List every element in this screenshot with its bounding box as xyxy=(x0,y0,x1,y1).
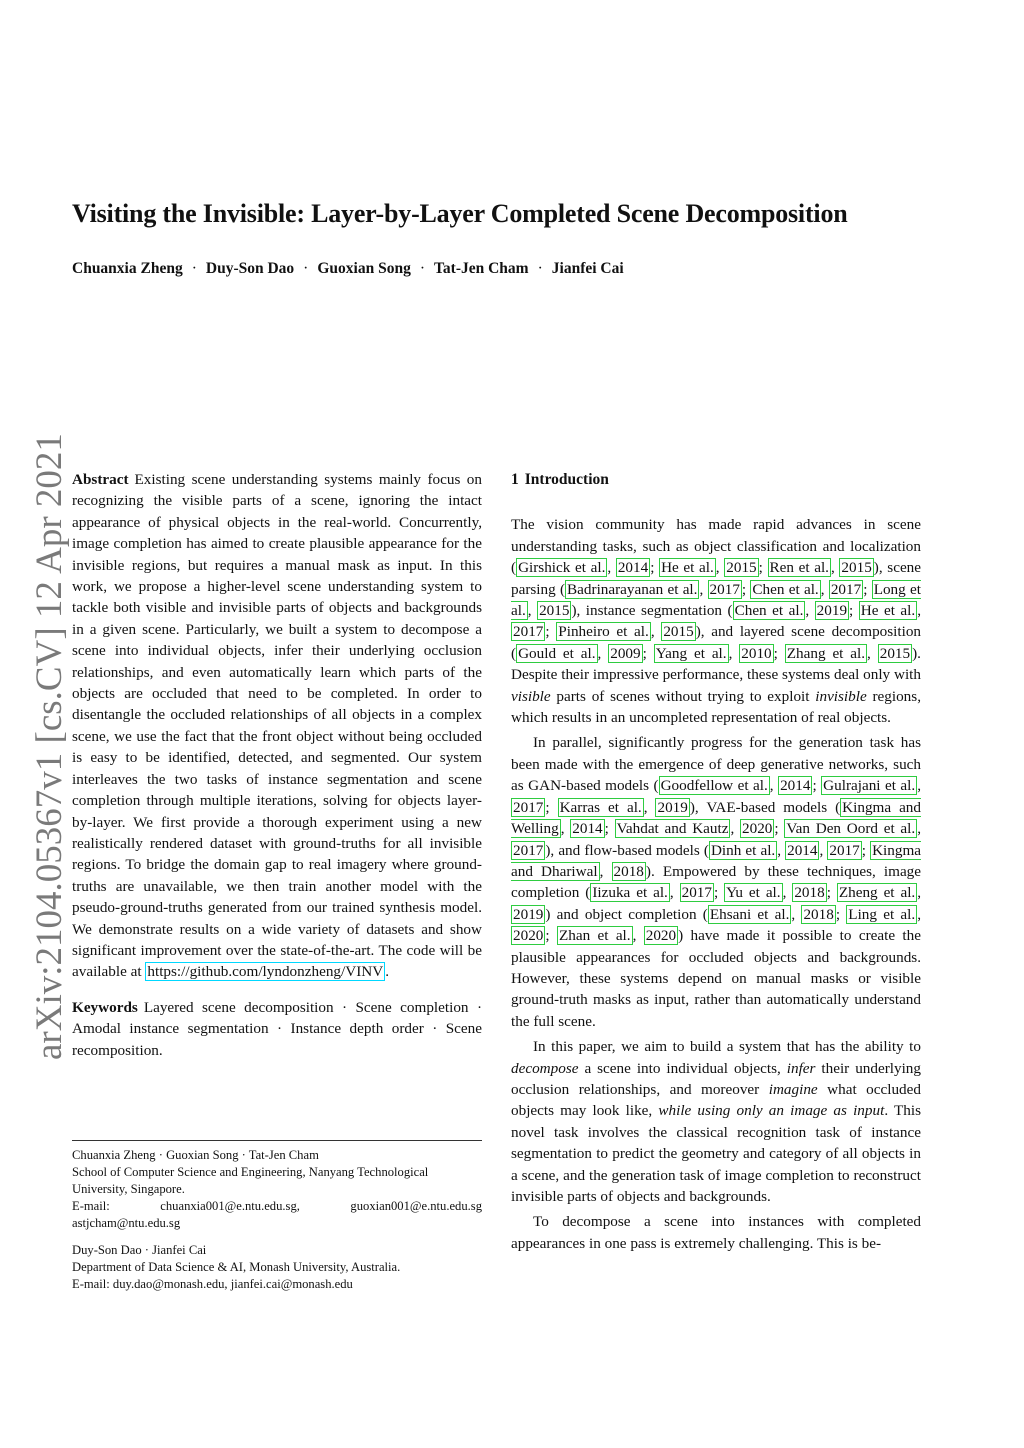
keywords-text: Layered scene decomposition · Scene completion · Amodal instance segmentation · Instance depth order · Scene recomposition. xyxy=(72,998,482,1059)
citation-link[interactable]: 2014 xyxy=(787,841,818,859)
affiliation-group-monash xyxy=(72,1242,482,1293)
author-name: Guoxian Song xyxy=(317,260,411,277)
affiliation-names: Duy-Son Dao · Jianfei Cai xyxy=(72,1243,207,1257)
citation-link[interactable]: 2017 xyxy=(709,580,740,598)
citation-link[interactable]: 2014 xyxy=(617,559,649,577)
email-label: E-mail: xyxy=(72,1199,110,1213)
author-separator: · xyxy=(191,260,197,277)
citation-link[interactable]: 2018 xyxy=(613,862,644,880)
citation-link[interactable]: Pinheiro et al. xyxy=(558,623,649,641)
citation-link[interactable]: Iizuka et al. xyxy=(592,884,668,902)
section-heading-introduction xyxy=(511,469,921,490)
arxiv-identifier-stamp: arXiv:2104.05367v1 [cs.CV] 12 Apr 2021 xyxy=(29,433,70,1060)
citation-link[interactable]: 2017 xyxy=(830,580,862,598)
citation-link[interactable]: Dinh et al. xyxy=(710,841,776,859)
keywords-label: Keywords xyxy=(72,998,138,1016)
citation-link[interactable]: Ren et al. xyxy=(769,559,829,577)
citation-link[interactable]: Chen et al. xyxy=(734,602,804,620)
intro-paragraph-1: The vision community has made rapid advances in scene understanding tasks, such as object classification and localization ( Girshick et al. , 2014 ; He et al. , 2015 ; Ren et al. , 2015 ), scene parsing ( Badrinarayanan et al. , 2017 ; Chen et al. , 2017 ; Long et al. , 2015 ), instance segmentation ( Chen et al. , 2019 ; He et al. , 2017 ; Pinheiro et al. , 2015 ), and layered scene decomposition ( Gould et al. , 2009 ; Yang et al. , 2010 ; Zhang et al. , 2015 ). Despite their impressive performance, these systems deal only with visible parts of scenes without trying to exploit invisible regions, which results in an uncompleted representation of real objects. xyxy=(511,516,922,727)
abstract-label: Abstract xyxy=(72,471,129,488)
author-list xyxy=(72,259,624,279)
citation-link[interactable]: Van Den Oord et al. xyxy=(786,820,916,838)
citation-link[interactable]: 2009 xyxy=(610,644,641,662)
citation-link[interactable]: Zhan et al. xyxy=(558,927,631,945)
citation-link[interactable]: 2019 xyxy=(513,905,544,923)
intro-paragraph-4: To decompose a scene into instances with completed appearances in one pass is extremely challenging. This is be- xyxy=(511,1213,921,1252)
citation-link[interactable]: Yang et al. xyxy=(655,644,727,662)
code-repository-link[interactable]: https://github.com/lyndonzheng/VINV xyxy=(147,963,384,981)
citation-link[interactable]: 2017 xyxy=(513,623,544,641)
citation-link[interactable]: 2014 xyxy=(572,820,603,838)
author-affiliations xyxy=(72,1140,482,1303)
citation-link[interactable]: 2018 xyxy=(794,884,825,902)
citation-link[interactable]: Gulrajani et al. xyxy=(823,777,916,795)
citation-link[interactable]: 2015 xyxy=(841,559,872,577)
affiliation-names: Chuanxia Zheng · Guoxian Song · Tat-Jen Cham xyxy=(72,1148,319,1162)
author-name: Chuanxia Zheng xyxy=(72,260,183,277)
affiliation-institution: Department of Data Science & AI, Monash University, Australia. xyxy=(72,1260,401,1274)
citation-link[interactable]: Zheng et al. xyxy=(838,884,916,902)
citation-link[interactable]: 2015 xyxy=(879,644,911,662)
affiliation-group-ntu xyxy=(72,1147,482,1232)
affiliation-institution: School of Computer Science and Engineering, Nanyang Technological University, Singapore. xyxy=(72,1165,429,1196)
affiliation-email: E-mail: duy.dao@monash.edu, jianfei.cai@monash.edu xyxy=(72,1277,353,1291)
citation-link[interactable]: 2010 xyxy=(741,644,772,662)
abstract-end: . xyxy=(385,963,389,981)
citation-link[interactable]: Badrinarayanan et al. xyxy=(567,580,698,598)
citation-link[interactable]: Ehsani et al. xyxy=(709,905,790,923)
citation-link[interactable]: Yu et al. xyxy=(726,884,781,902)
email-address[interactable]: guoxian001@e.ntu.edu.sg xyxy=(350,1199,482,1213)
paper-title: Visiting the Invisible: Layer-by-Layer Completed Scene Decomposition xyxy=(72,199,848,228)
affiliation-email-row xyxy=(72,1198,482,1215)
citation-link[interactable]: Vahdat and Kautz xyxy=(616,820,729,838)
citation-link[interactable]: 2019 xyxy=(657,798,688,816)
abstract-text: Existing scene understanding systems mainly focus on recognizing the visible parts of a scene, ignoring the intact appearance of physical objects in the real-world. Concurrently, image completion has aimed to create plausible appearance for the invisible regions, but requires a manual mask as input. In this work, we propose a higher-level scene understanding system to tackle both visible and invisible parts of objects and backgrounds in a given scene. Particularly, we built a system to decompose a scene into individual objects, infer their underlying occlusion relationships, and even automatically learn which parts of the objects are occluded that need to be completed. In order to disentangle the occluded relationships of all objects in a complex scene, we use the fact that the front object without being occluded is easy to be identified, detected, and segmented. Our system interleaves the two tasks of instance segmentation and scene completion through multiple iterations, solving for objects layer-by-layer. We first provide a thorough experiment using a new realistically rendered dataset with ground-truths for all invisible regions. To bridge the domain gap to real imagery where ground-truths are unavailable, we then train another model with the pseudo-ground-truths generated from our trained synthesis model. We demonstrate results on a wide variety of datasets and show significant improvement over the state-of-the-art. The code will be available at xyxy=(72,471,482,981)
citation-link[interactable]: Gould et al. xyxy=(518,644,596,662)
citation-link[interactable]: 2014 xyxy=(780,777,811,795)
citation-link[interactable]: Long et al. xyxy=(511,580,921,620)
citation-link[interactable]: Girshick et al. xyxy=(518,559,606,577)
author-separator: · xyxy=(419,260,425,277)
citation-link[interactable]: Kingma and Welling xyxy=(511,798,921,838)
citation-link[interactable]: 2019 xyxy=(816,602,848,620)
citation-link[interactable]: He et al. xyxy=(860,602,916,620)
right-column xyxy=(511,469,921,1254)
citation-link[interactable]: 2017 xyxy=(513,841,544,859)
left-column xyxy=(72,469,482,1061)
citation-link[interactable]: 2017 xyxy=(681,884,712,902)
section-title: Introduction xyxy=(524,471,609,488)
citation-link[interactable]: 2020 xyxy=(513,927,544,945)
abstract xyxy=(72,469,482,983)
intro-paragraph-2: In parallel, significantly progress for the generation task has been made with the emergence of deep generative networks, such as GAN-based models ( Goodfellow et al. , 2014 ; Gulrajani et al. , 2017 ; Karras et al. , 2019 ), VAE-based models ( Kingma and Welling , 2014 ; Vahdat and Kautz , 2020 ; Van Den Oord et al. , 2017 ), and flow-based models ( Dinh et al. , 2014 , 2017 ; Kingma and Dhariwal , 2018 ). Empowered by these techniques, image completion ( Iizuka et al. , 2017 ; Yu et al. , 2018 ; Zheng et al. , 2019 ) and object completion ( Ehsani et al. , 2018 ; Ling et al. , 2020 ; Zhan et al. , 2020 ) have made it possible to create the plausible appearances for occluded objects and backgrounds. However, these systems depend on manual masks or visible ground-truth masks as input, rather than automatically understand the full scene. xyxy=(511,734,922,1030)
author-name: Jianfei Cai xyxy=(551,260,624,277)
citation-link[interactable]: Goodfellow et al. xyxy=(660,777,768,795)
citation-link[interactable]: 2020 xyxy=(742,820,773,838)
citation-link[interactable]: 2017 xyxy=(829,841,860,859)
citation-link[interactable]: 2015 xyxy=(539,602,570,620)
citation-link[interactable]: 2015 xyxy=(663,623,694,641)
citation-link[interactable]: 2015 xyxy=(726,559,757,577)
intro-paragraph-3: In this paper, we aim to build a system that has the ability to decompose a scene into individual objects, infer their underlying occlusion relationships, and moreover imagine what occluded objects may look like, while using only an image as input. This novel task involves the classical recognition task of instance segmentation to predict the geometry and category of all objects in a scene, and the generation task of image completion to reconstruct invisible parts of objects and backgrounds. xyxy=(511,1038,921,1205)
email-address[interactable]: astjcham@ntu.edu.sg xyxy=(72,1216,181,1230)
author-separator: · xyxy=(303,260,309,277)
citation-link[interactable]: Chen et al. xyxy=(752,580,819,598)
citation-link[interactable]: 2017 xyxy=(513,798,544,816)
citation-link[interactable]: Karras et al. xyxy=(559,798,642,816)
citation-link[interactable]: 2018 xyxy=(803,905,834,923)
citation-link[interactable]: Zhang et al. xyxy=(786,644,866,662)
email-address[interactable]: chuanxia001@e.ntu.edu.sg, xyxy=(160,1199,300,1213)
citation-link[interactable]: Ling et al. xyxy=(848,905,916,923)
citation-link[interactable]: He et al. xyxy=(661,559,714,577)
author-separator: · xyxy=(537,260,543,277)
footnote-rule xyxy=(72,1140,482,1141)
author-name: Tat-Jen Cham xyxy=(434,260,529,277)
citation-link[interactable]: Kingma and Dhariwal xyxy=(511,841,921,880)
section-number: 1 xyxy=(511,471,519,488)
keywords xyxy=(72,997,482,1061)
author-name: Duy-Son Dao xyxy=(205,260,295,277)
citation-link[interactable]: 2020 xyxy=(645,927,677,945)
